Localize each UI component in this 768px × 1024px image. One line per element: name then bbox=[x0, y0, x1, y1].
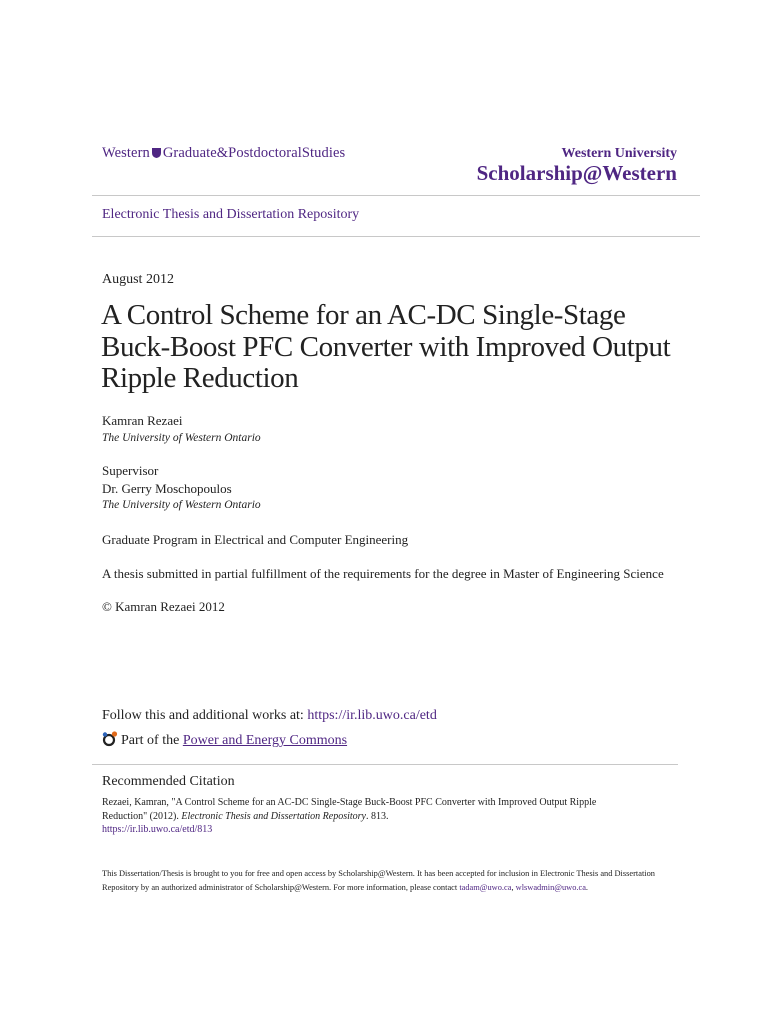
follow-line bbox=[102, 708, 437, 724]
follow-text: Follow this and additional works at: bbox=[102, 708, 308, 723]
graduate-studies-logo bbox=[102, 145, 345, 162]
citation-number: . 813. bbox=[365, 810, 389, 822]
notice-text: This Dissertation/Thesis is brought to you for free and open access by Scholarship@Western. It has been accepted for inclusion in Electronic Thesis and Dissertation Repository by an authorized administrator of Scholarship@Western. For more information, please contact bbox=[102, 869, 655, 892]
contact-email-link-1[interactable]: tadam@uwo.ca bbox=[459, 882, 512, 892]
author-name: Kamran Rezaei bbox=[102, 413, 183, 428]
copyright-notice: © Kamran Rezaei 2012 bbox=[102, 599, 225, 614]
supervisor-affiliation: The University of Western Ontario bbox=[102, 499, 261, 511]
citation-divider bbox=[92, 764, 678, 765]
part-of-line bbox=[102, 731, 347, 749]
author-affiliation: The University of Western Ontario bbox=[102, 432, 261, 444]
graduate-program: Graduate Program in Electrical and Computer Engineering bbox=[102, 532, 409, 547]
etd-url-link[interactable]: https://ir.lib.uwo.ca/etd bbox=[307, 708, 437, 723]
commons-network-icon bbox=[102, 731, 118, 747]
western-university-heading: Western University bbox=[561, 146, 677, 161]
graduate-studies-wordmark: Graduate&PostdoctoralStudies bbox=[162, 145, 346, 161]
part-of-text: Part of the bbox=[121, 733, 183, 748]
degree-statement: A thesis submitted in partial fulfillment of the requirements for the degree in Master of Engineering Science bbox=[102, 566, 664, 581]
repository-link[interactable]: Electronic Thesis and Dissertation Repository bbox=[102, 207, 360, 222]
contact-email-link-2[interactable]: wlswadmin@uwo.ca bbox=[515, 882, 586, 892]
citation-text bbox=[102, 796, 642, 837]
header-divider-bottom bbox=[92, 236, 700, 237]
citation-series: Electronic Thesis and Dissertation Repository bbox=[181, 810, 366, 822]
supervisor-label: Supervisor bbox=[102, 463, 159, 478]
open-access-notice bbox=[102, 867, 662, 894]
power-energy-commons-link[interactable]: Power and Energy Commons bbox=[182, 733, 348, 748]
notice-end: . bbox=[585, 882, 589, 892]
notice-separator: , bbox=[511, 882, 516, 892]
citation-url-link[interactable]: https://ir.lib.uwo.ca/etd/813 bbox=[102, 824, 213, 835]
crest-icon bbox=[152, 148, 161, 158]
supervisor-name: Dr. Gerry Moschopoulos bbox=[102, 481, 232, 496]
western-wordmark: Western bbox=[102, 145, 150, 161]
publication-date: August 2012 bbox=[102, 272, 174, 287]
recommended-citation-heading: Recommended Citation bbox=[102, 774, 235, 789]
thesis-title: A Control Scheme for an AC-DC Single-Stage Buck-Boost PFC Converter with Improved Output Ripple Reduction bbox=[101, 299, 671, 394]
header-divider-top bbox=[92, 195, 700, 196]
citation-body: Rezaei, Kamran, "A Control Scheme for an AC-DC Single-Stage Buck-Boost PFC Converter with Improved Output Ripple Reduction" (2012). bbox=[102, 797, 597, 822]
scholarship-western-heading[interactable]: Scholarship@Western bbox=[476, 161, 677, 185]
